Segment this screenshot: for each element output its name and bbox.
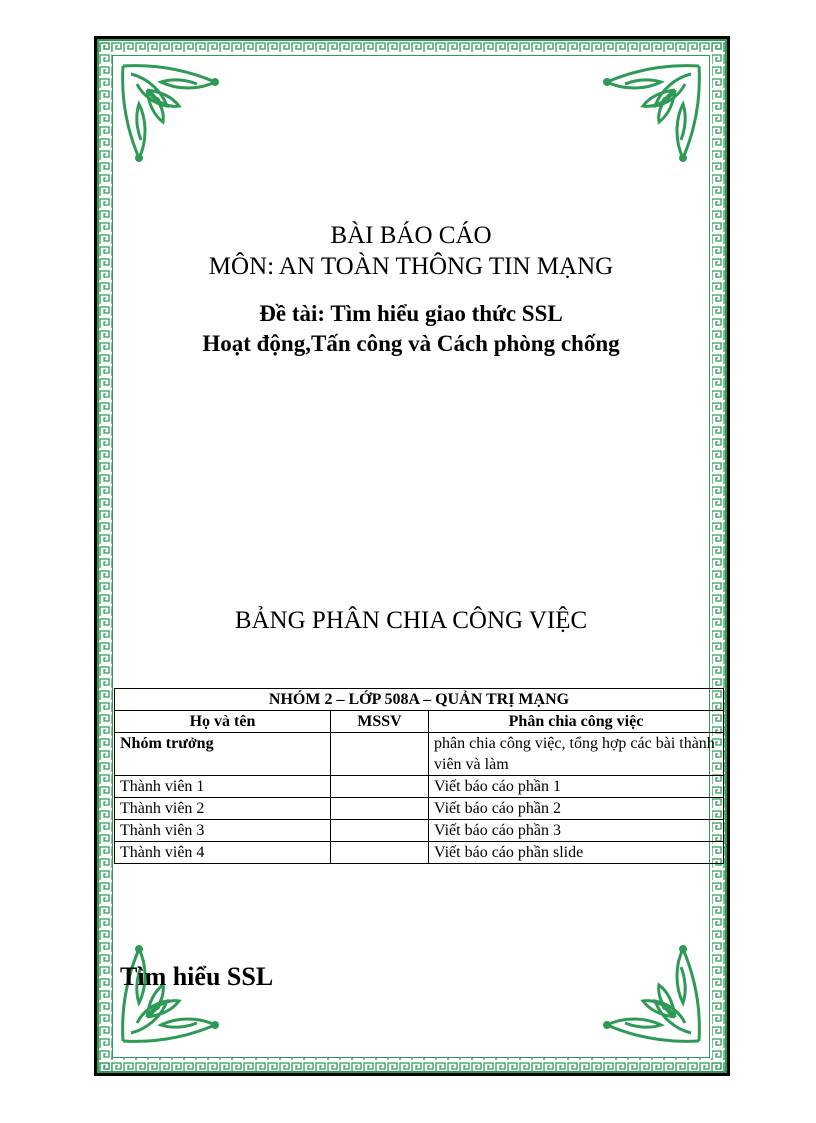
table-row	[115, 776, 724, 798]
member-id-cell	[331, 733, 429, 776]
member-task-cell: phân chia công việc, tổng hợp các bài thành viên và làm	[429, 733, 724, 776]
member-task-cell: Viết báo cáo phần slide	[429, 842, 724, 864]
member-task-cell: Viết báo cáo phần 2	[429, 798, 724, 820]
corner-ornament-icon	[593, 60, 705, 172]
column-header-id: MSSV	[331, 711, 429, 733]
table-column-header-row	[115, 711, 724, 733]
group-title-cell: NHÓM 2 – LỚP 508A – QUẢN TRỊ MẠNG	[115, 689, 724, 711]
corner-ornament-icon	[593, 935, 705, 1047]
member-id-cell	[331, 798, 429, 820]
corner-ornament-icon	[117, 60, 229, 172]
work-assignment-table	[114, 688, 724, 864]
table-row	[115, 798, 724, 820]
page-frame-inner	[112, 55, 710, 1058]
course-title: MÔN: AN TOÀN THÔNG TIN MẠNG	[208, 253, 614, 280]
column-header-task: Phân chia công việc	[429, 711, 724, 733]
table-row	[115, 733, 724, 776]
topic-title: Đề tài: Tìm hiểu giao thức SSL	[259, 301, 563, 326]
topic-subtitle: Hoạt động,Tấn công và Cách phòng chống	[202, 331, 620, 356]
member-name-cell: Thành viên 4	[115, 842, 331, 864]
member-id-cell	[331, 820, 429, 842]
member-task-cell: Viết báo cáo phần 1	[429, 776, 724, 798]
table-group-header-row	[115, 689, 724, 711]
table-row	[115, 820, 724, 842]
member-task-cell: Viết báo cáo phần 3	[429, 820, 724, 842]
member-name-cell: Thành viên 2	[115, 798, 331, 820]
report-title: BÀI BÁO CÁO	[330, 222, 492, 249]
footer-title: Tìm hiểu SSL	[120, 962, 274, 991]
member-id-cell	[331, 842, 429, 864]
member-name-cell: Thành viên 3	[115, 820, 331, 842]
column-header-name: Họ và tên	[115, 711, 331, 733]
table-row	[115, 842, 724, 864]
member-id-cell	[331, 776, 429, 798]
section-title: BẢNG PHÂN CHIA CÔNG VIỆC	[234, 607, 588, 634]
member-name-cell: Nhóm trưởng	[115, 733, 331, 776]
member-name-cell: Thành viên 1	[115, 776, 331, 798]
